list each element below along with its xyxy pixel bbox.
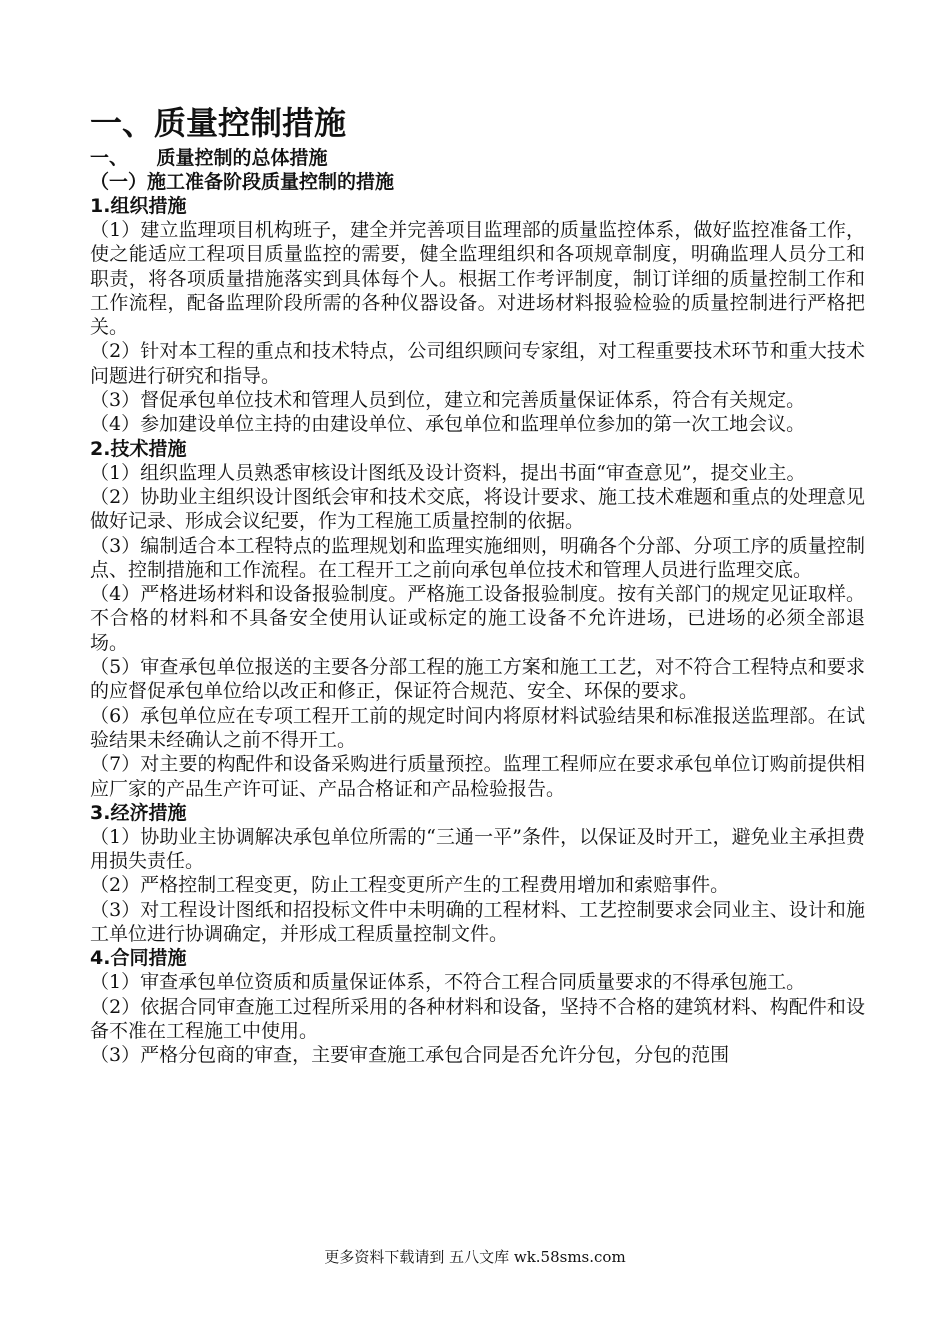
paragraph: （2）协助业主组织设计图纸会审和技术交底，将设计要求、施工技术难题和重点的处理意见做好记录、形成会议纪要，作为工程施工质量控制的依据。: [90, 485, 865, 533]
block-heading: 1.组织措施: [90, 195, 187, 217]
paragraph: （7）对主要的构配件和设备采购进行质量预控。监理工程师应在要求承包单位订购前提供相应厂家的产品生产许可证、产品合格证和产品检验报告。: [90, 753, 865, 800]
paragraph: （3）编制适合本工程特点的监理规划和监理实施细则，明确各个分部、分项工序的质量控制点、控制措施和工作流程。在工程开工之前向承包单位技术和管理人员进行监理交底。: [90, 534, 865, 581]
paragraph: （4）严格进场材料和设备报验制度。严格施工设备报验制度。按有关部门的规定见证取样。不合格的材料和不具备安全使用认证或标定的施工设备不允许进场，已进场的必须全部退场。: [90, 583, 865, 654]
paragraph: （3）督促承包单位技术和管理人员到位，建立和完善质量保证体系，符合有关规定。: [90, 389, 806, 412]
paragraph: （1）协助业主协调解决承包单位所需的“三通一平”条件，以保证及时开工，避免业主承担费用损失责任。: [90, 825, 865, 873]
paragraph: （1）建立监理项目机构班子，建全并完善项目监理部的质量监控体系，做好监控准备工作，使之能适应工程项目质量监控的需要，健全监理组织和各项规章制度，明确监理人员分工和职责，将各项质量措施落实到具体每个人。根据工作考评制度，制订详细的质量控制工作和工作流程，配备监理阶段所需的各种仪器设备。对进场材料报验检验的质量控制进行严格把关。: [90, 219, 865, 339]
paragraph: （4）参加建设单位主持的由建设单位、承包单位和监理单位参加的第一次工地会议。: [90, 413, 806, 436]
block-contract: [90, 946, 865, 1067]
block-heading: 3.经济措施: [90, 801, 187, 824]
paragraph: （1）组织监理人员熟悉审核设计图纸及设计资料，提出书面“审查意见”，提交业主。: [90, 461, 806, 484]
paragraph: （2）严格控制工程变更，防止工程变更所产生的工程费用增加和索赔事件。: [90, 874, 730, 897]
block-heading: 2.技术措施: [90, 437, 187, 460]
section-heading: 一、 质量控制的总体措施: [90, 147, 328, 169]
paragraph: （2）依据合同审查施工过程所采用的各种材料和设备，坚持不合格的建筑材料、构配件和设备不准在工程施工中使用。: [90, 995, 865, 1042]
block-heading: 4.合同措施: [90, 947, 187, 970]
block-economic: [90, 801, 865, 946]
paragraph: （2）针对本工程的重点和技术特点，公司组织顾问专家组，对工程重要技术环节和重大技术问题进行研究和指导。: [90, 340, 865, 387]
paragraph: （1）审查承包单位资质和质量保证体系，不符合工程合同质量要求的不得承包施工。: [90, 971, 806, 994]
block-organization: [90, 194, 865, 437]
block-technical: [90, 437, 865, 801]
paragraph: （3）严格分包商的审查，主要审查施工承包合同是否允许分包，分包的范围: [90, 1044, 730, 1067]
page-title: 一、质量控制措施: [90, 104, 347, 142]
subsection-heading: （一）施工准备阶段质量控制的措施: [90, 171, 395, 193]
paragraph: （5）审查承包单位报送的主要各分部工程的施工方案和施工工艺，对不符合工程特点和要求的应督促承包单位给以改正和修正，保证符合规范、安全、环保的要求。: [90, 656, 865, 703]
paragraph: （3）对工程设计图纸和招投标文件中未明确的工程材料、工艺控制要求会同业主、设计和施工单位进行协调确定，并形成工程质量控制文件。: [90, 898, 865, 946]
page-footer: 更多资料下载请到 五八文库 wk.58sms.com: [324, 1248, 626, 1266]
document-body: [90, 100, 865, 1068]
paragraph: （6）承包单位应在专项工程开工前的规定时间内将原材料试验结果和标准报送监理部。在试验结果未经确认之前不得开工。: [90, 704, 865, 751]
